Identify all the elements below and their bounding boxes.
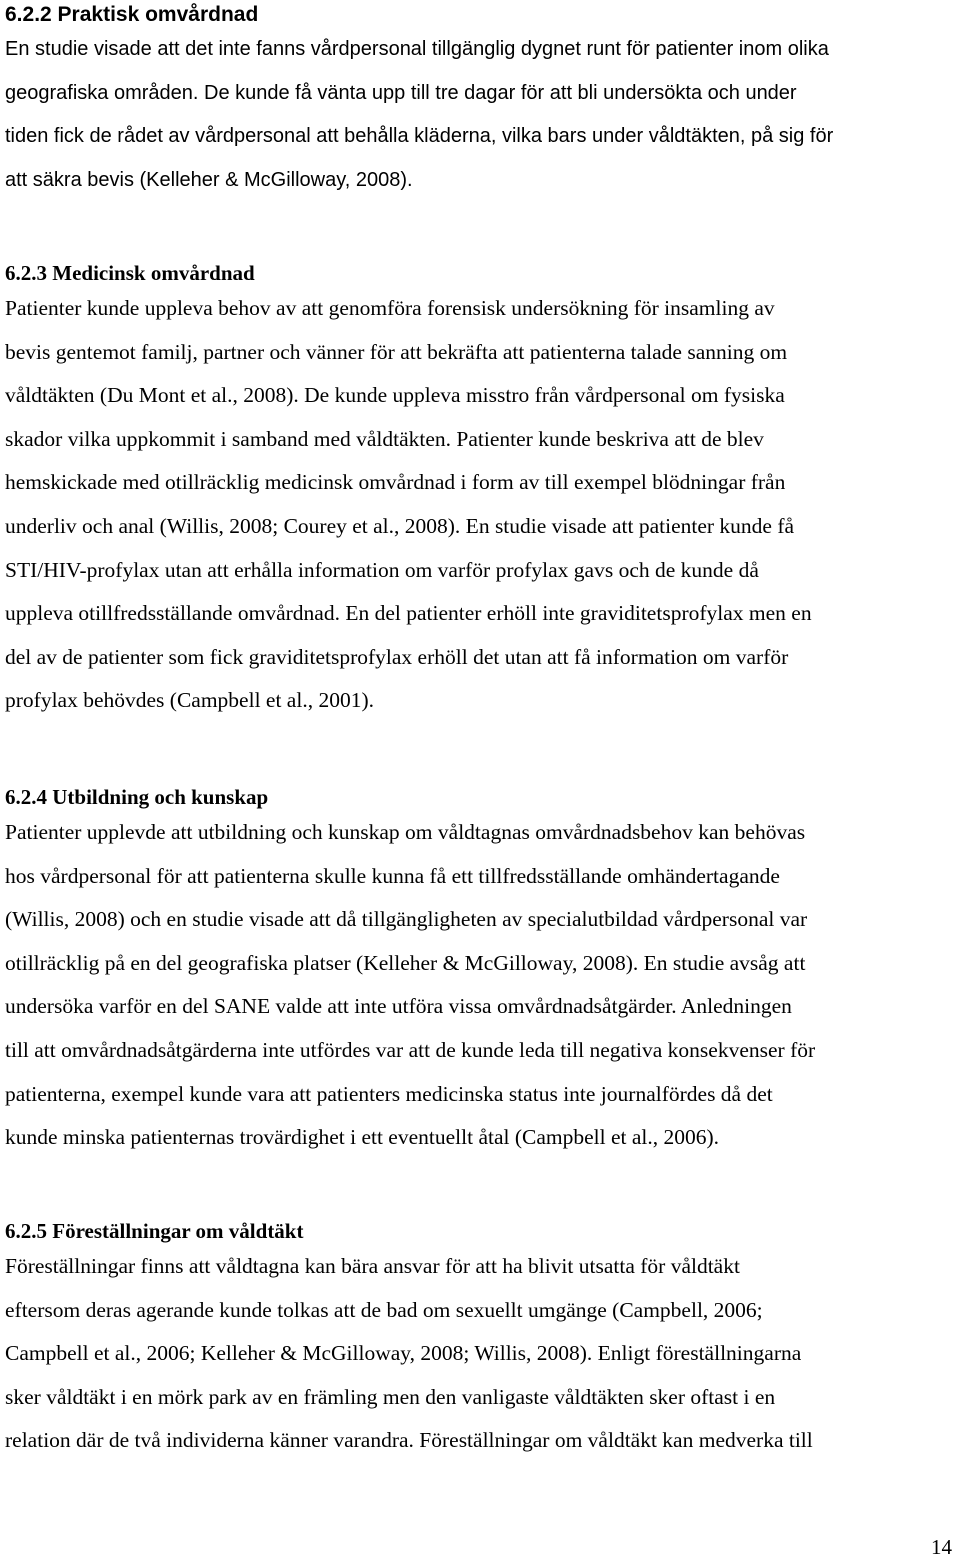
text-line: geografiska områden. De kunde få vänta upp till tre dagar för att bli undersökta och under <box>5 81 797 104</box>
text-line: att säkra bevis (Kelleher & McGilloway, 2008). <box>5 168 413 191</box>
section-medicinsk-omvardnad <box>5 258 955 723</box>
text-line: Patienter kunde uppleva behov av att genomföra forensisk undersökning för insamling av <box>5 296 775 320</box>
text-line: undersöka varför en del SANE valde att inte utföra vissa omvårdnadsåtgärder. Anledningen <box>5 994 792 1019</box>
text-line: (Willis, 2008) och en studie visade att då tillgängligheten av specialutbildad vårdpersonal var <box>5 907 808 932</box>
section-heading: 6.2.2 Praktisk omvårdnad <box>5 3 259 26</box>
text-line: kunde minska patienternas trovärdighet i ett eventuellt åtal (Campbell et al., 2006). <box>5 1125 720 1150</box>
page-number: 14 <box>931 1535 952 1559</box>
text-line: eftersom deras agerande kunde tolkas att de bad om sexuellt umgänge (Campbell, 2006; <box>5 1297 763 1322</box>
text-line: profylax behövdes (Campbell et al., 2001). <box>5 688 374 713</box>
section-heading: 6.2.5 Föreställningar om våldtäkt <box>5 1219 304 1243</box>
text-line: hemskickade med otillräcklig medicinsk omvårdnad i form av till exempel blödningar från <box>5 470 786 495</box>
section-heading: 6.2.4 Utbildning och kunskap <box>5 785 269 809</box>
section-body <box>5 1245 955 1463</box>
section-heading: 6.2.3 Medicinsk omvårdnad <box>5 261 255 285</box>
text-line: Campbell et al., 2006; Kelleher & McGilloway, 2008; Willis, 2008). Enligt föreställningarna <box>5 1341 802 1366</box>
text-line: våldtäkten (Du Mont et al., 2008). De kunde uppleva misstro från vårdpersonal om fysiska <box>5 383 785 408</box>
section-body <box>5 287 955 723</box>
text-line: tiden fick de rådet av vårdpersonal att behålla kläderna, vilka bars under våldtäkten, på sig för <box>5 125 834 147</box>
text-line: STI/HIV-profylax utan att erhålla information om varför profylax gavs och de kunde då <box>5 557 759 582</box>
section-praktisk-omvardnad <box>5 0 955 202</box>
text-line: Patienter upplevde att utbildning och kunskap om våldtagnas omvårdnadsbehov kan behövas <box>5 820 806 844</box>
text-line: skador vilka uppkommit i samband med våldtäkten. Patienter kunde beskriva att de blev <box>5 426 764 451</box>
section-body <box>5 28 955 202</box>
text-line: Föreställningar finns att våldtagna kan bära ansvar för att ha blivit utsatta för våldtäkt <box>5 1254 740 1278</box>
text-line: uppleva otillfredsställande omvårdnad. En del patienter erhöll inte graviditetsprofylax men en <box>5 601 812 626</box>
text-line: sker våldtäkt i en mörk park av en främling men den vanligaste våldtäkten sker oftast i en <box>5 1384 776 1409</box>
section-body <box>5 811 955 1160</box>
text-line: relation där de två individerna känner varandra. Föreställningar om våldtäkt kan medverka till <box>5 1428 813 1453</box>
section-utbildning-och-kunskap <box>5 782 955 1160</box>
text-line: del av de patienter som fick graviditetsprofylax erhöll det utan att få information om varför <box>5 644 789 669</box>
text-line: otillräcklig på en del geografiska platser (Kelleher & McGilloway, 2008). En studie avsåg att <box>5 950 806 975</box>
text-line: bevis gentemot familj, partner och vänner för att bekräfta att patienterna talade sanning om <box>5 339 788 364</box>
text-line: underliv och anal (Willis, 2008; Courey et al., 2008). En studie visade att patienter kunde få <box>5 513 795 538</box>
text-line: En studie visade att det inte fanns vårdpersonal tillgänglig dygnet runt för patienter inom olika <box>5 38 829 60</box>
text-line: patienterna, exempel kunde vara att patienters medicinska status inte journalfördes då det <box>5 1081 773 1106</box>
text-line: hos vårdpersonal för att patienterna skulle kunna få ett tillfredsställande omhändertagande <box>5 863 780 888</box>
text-line: till att omvårdnadsåtgärderna inte utfördes var att de kunde leda till negativa konsekvenser för <box>5 1037 816 1062</box>
section-forestallningar-om-valdtakt <box>5 1216 955 1463</box>
